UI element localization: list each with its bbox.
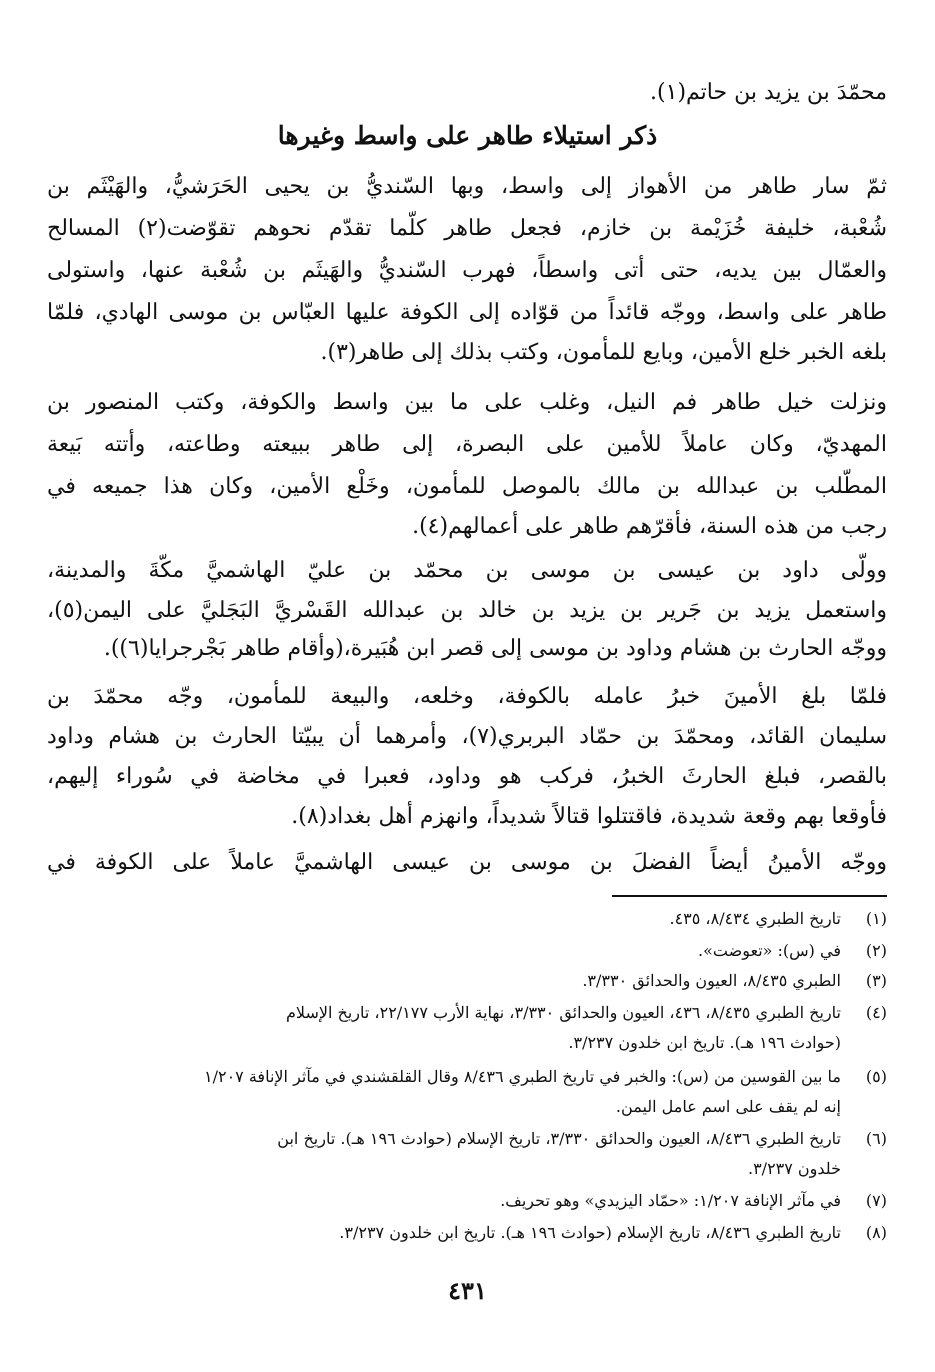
body-line: ووجّه الحارث بن هشام وداود بن موسى إلى قصر ابن هُبَيرة،(وأقام طاهر بَجْرجرايا(٦)).	[103, 636, 887, 661]
footnote-text: في (س): «تعوضت».	[698, 941, 841, 960]
footnote-text: تاريخ الطبري ٨/٤٣٤، ٤٣٥.	[669, 909, 841, 928]
body-line: ثمّ سار طاهر من الأهواز إلى واسط، وبها السّنديُّ بن يحيى الحَرَشيُّ، والهَيْثَم بن	[47, 174, 887, 199]
footnote-number: (٢)	[865, 941, 887, 960]
continuation-line: محمّدَ بن يزيد بن حاتم(١).	[650, 80, 887, 105]
footnote-text: تاريخ الطبري ٨/٤٣٥، ٤٣٦، العيون والحدائق ٣/٣٣٠، نهاية الأرب ٢٢/١٧٧، تاريخ الإسلام	[285, 1003, 841, 1022]
footnote-separator	[612, 895, 887, 897]
section-heading: ذكر استيلاء طاهر على واسط وغيرها	[277, 121, 658, 150]
footnote-number: (٦)	[865, 1129, 887, 1148]
body-line: بلغه الخبر خلع الأمين، وبايع للمأمون، وكتب بذلك إلى طاهر(٣).	[320, 340, 887, 365]
footnote-text: تاريخ الطبري ٨/٤٣٦، العيون والحدائق ٣/٣٣٠، تاريخ الإسلام (حوادث ١٩٦ هـ). تاريخ ابن	[277, 1129, 841, 1148]
body-line: رجب من هذه السنة، فأقرّهم طاهر على أعمالهم(٤).	[412, 514, 887, 539]
footnote-number: (٣)	[865, 971, 887, 990]
body-line: وولّى داود بن عيسى بن موسى بن محمّد بن عليّ الهاشميَّ مكّةَ والمدينة،	[47, 558, 887, 583]
footnote-text: إنه لم يقف على اسم عامل اليمن.	[615, 1097, 841, 1116]
footnote-text: تاريخ الطبري ٨/٤٣٦، تاريخ الإسلام (حوادث ١٩٦ هـ). تاريخ ابن خلدون ٣/٢٣٧.	[339, 1223, 841, 1242]
body-line: المهديّ، وكان عاملاً للأمين على البصرة، إلى طاهر ببيعته وطاعته، وأتته بَيعة	[47, 432, 887, 457]
body-line: والعمّال بين يديه، حتى أتى واسطاً، فهرب السّنديُّ والهَيثَم بن شُعْبة عنها، واستولى	[47, 258, 887, 283]
footnote-text: في مآثر الإنافة ١/٢٠٧: «حمّاد اليزيدي» وهو تحريف.	[500, 1191, 841, 1210]
footnote-text: (حوادث ١٩٦ هـ). تاريخ ابن خلدون ٣/٢٣٧.	[568, 1033, 841, 1052]
footnote-number: (٤)	[865, 1003, 887, 1022]
body-line: المطّلب بن عبدالله بن مالك بالموصل للمأمون، وخَلْع الأمين، وكان هذا جميعه في	[47, 474, 887, 499]
body-line: بالقصر، فبلغ الحارثَ الخبرُ، فركب هو وداود، فعبرا في مخاضة في سُوراء إليهم،	[47, 764, 887, 789]
body-line: ووجّه الأمينُ أيضاً الفضلَ بن موسى بن عيسى الهاشميَّ عاملاً على الكوفة في	[47, 850, 887, 875]
footnote-number: (١)	[865, 909, 887, 928]
body-line: طاهر على واسط، ووجّه قائداً من قوّاده إلى الكوفة عليها العبّاس بن موسى الهادي، فلمّا	[47, 300, 887, 325]
body-line: سليمان القائد، ومحمّدَ بن حمّاد البربري(٧)، وأمرهما أن يبيّتا الحارث بن هشام وداود	[47, 724, 887, 749]
footnote-number: (٧)	[865, 1191, 887, 1210]
body-line: فلمّا بلغ الأمينَ خبرُ عامله بالكوفة، وخلعه، والبيعة للمأمون، وجّه محمّدَ بن	[47, 684, 887, 709]
page-number: ٤٣١	[448, 1276, 487, 1305]
body-line: شُعْبة، خليفة خُزَيْمة بن خازم، فجعل طاهر كلّما تقدّم نحوهم تقوّضت(٢) المسالح	[47, 216, 888, 241]
footnote-text: خلدون ٣/٢٣٧.	[747, 1159, 841, 1178]
body-line: ونزلت خيل طاهر فم النيل، وغلب على ما بين واسط والكوفة، وكتب المنصور بن	[47, 390, 888, 415]
footnote-text: ما بين القوسين من (س): والخبر في تاريخ الطبري ٨/٤٣٦ وقال القلقشندي في مآثر الإنافة ١/٢٠٧	[204, 1067, 841, 1086]
body-line: فأوقعا بهم وقعة شديدة، فاقتتلوا قتالاً شديداً، وانهزم أهل بغداد(٨).	[291, 804, 887, 829]
footnote-text: الطبري ٨/٤٣٥، العيون والحدائق ٣/٣٣٠.	[582, 971, 841, 990]
body-line: واستعمل يزيد بن جَرير بن يزيد بن خالد بن عبدالله القَسْريَّ البَجَليَّ على اليمن(٥)،	[47, 598, 887, 623]
footnote-number: (٨)	[865, 1223, 887, 1242]
footnote-number: (٥)	[865, 1067, 887, 1086]
